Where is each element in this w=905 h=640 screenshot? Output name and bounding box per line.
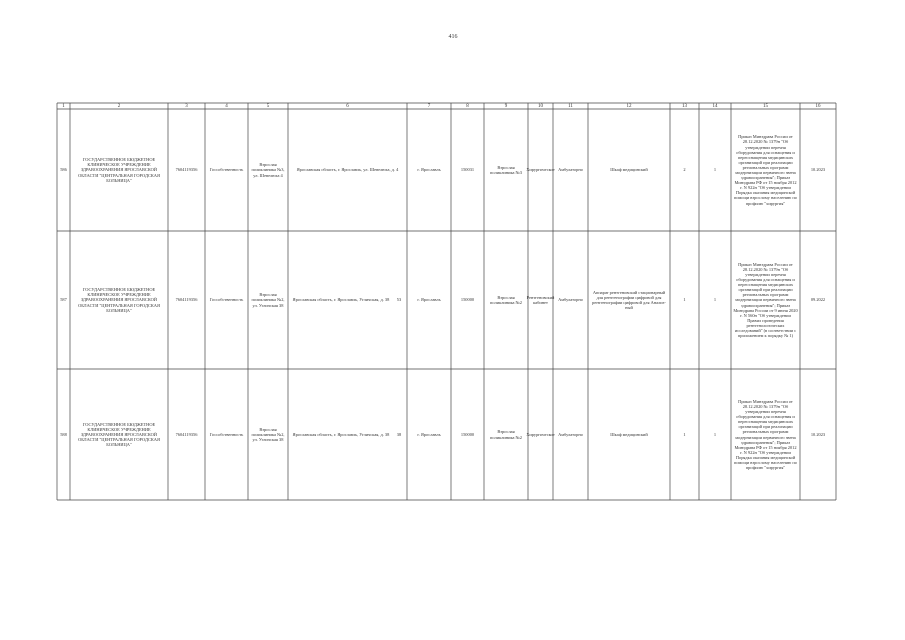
ownership: Госсобственность	[209, 167, 244, 173]
quantity-b: 1	[713, 297, 717, 303]
care-type: Амбулаторно	[558, 431, 583, 437]
equipment: Шкаф медицинский	[610, 167, 648, 173]
postal-index: 150000	[460, 297, 475, 303]
row-number: 586	[60, 167, 67, 173]
header-col-16: 16	[815, 104, 821, 109]
header-col-6: 6	[346, 104, 349, 109]
city: г. Ярославль	[417, 167, 441, 173]
header-col-11: 11	[568, 104, 573, 109]
quantity-a: 1	[683, 297, 686, 303]
extra-number: 38	[396, 431, 402, 437]
organization-name: ГОСУДАРСТВЕННОЕ БЮДЖЕТНОЕ КЛИНИЧЕСКОЕ УЧРЕЖДЕНИЕ ЗДРАВООХРАНЕНИЯ ЯРОСЛАВСКОЙ ОБЛАСТИ "ЦЕНТРАЛЬНАЯ ГОРОДСКАЯ БОЛЬНИЦА"	[78, 287, 160, 313]
department: Хирургическое	[526, 431, 555, 437]
regulatory-order: Приказ Минздрава России от 28.12.2020 № 1379н "Об утверждении перечня оборудования для оснащения и переоснащения медицинских организаций при реализации региональных программ модернизации первичного звена здравоохранения"; Приказ Минздрава России от 9 июня 2020 г. N 560н "Об утверждении Правил проведения рентгенологических исследований" (в соответствии с приложением к порядку № 1)	[733, 261, 798, 339]
organization-name: ГОСУДАРСТВЕННОЕ БЮДЖЕТНОЕ КЛИНИЧЕСКОЕ УЧРЕЖДЕНИЕ ЗДРАВООХРАНЕНИЯ ЯРОСЛАВСКОЙ ОБЛАСТИ "ЦЕНТРАЛЬНАЯ ГОРОДСКАЯ БОЛЬНИЦА"	[78, 421, 160, 448]
address: Ярославская область, г. Ярославль, Угличская, д. 38	[292, 431, 390, 437]
regulatory-order: Приказ Минздрава России от 28.12.2020 № 1379н "Об утверждении перечня оборудования для оснащения и переоснащения медицинских организаций при реализации региональных программ модернизации первичного звена здравоохранения"; Приказ Минздрава РФ от 15 ноября 2012 г. N 922н "Об утверждении Порядка оказания медицинской помощи взрослому населению по профилю "хирургия"	[734, 398, 797, 471]
subdivision: Взрослая поликлиника №3	[490, 164, 522, 175]
quantity-a: 1	[683, 431, 686, 437]
unit: Взрослая поликлиника №2, ул. Угличская 38	[251, 426, 285, 443]
quantity-b: 1	[713, 167, 717, 173]
date: 10.2023	[810, 167, 826, 173]
ownership: Госсобственность	[209, 431, 244, 437]
inn: 7604119356	[175, 431, 198, 437]
care-type: Амбулаторно	[558, 167, 583, 173]
city: г. Ярославль	[417, 431, 441, 437]
row-number: 587	[60, 297, 67, 303]
header-col-5: 5	[266, 104, 270, 109]
unit: Взрослая поликлиника №3, ул. Шевелюха 4	[251, 162, 285, 178]
date: 09.2022	[810, 297, 826, 303]
header-col-8: 8	[466, 104, 469, 109]
unit: Взрослая поликлиника №2, ул. Угличская 38	[251, 292, 285, 308]
organization-name: ГОСУДАРСТВЕННОЕ БЮДЖЕТНОЕ КЛИНИЧЕСКОЕ УЧРЕЖДЕНИЕ ЗДРАВООХРАНЕНИЯ ЯРОСЛАВСКОЙ ОБЛАСТИ "ЦЕНТРАЛЬНАЯ ГОРОДСКАЯ БОЛЬНИЦА"	[78, 157, 160, 183]
equipment: Шкаф медицинский	[610, 431, 648, 437]
address: Ярославская область, г. Ярославль, Угличская, д. 38	[292, 297, 390, 303]
regulatory-order: Приказ Минздрава России от 28.12.2020 № 1379н "Об утверждении перечня оборудования для оснащения и переоснащения медицинских организаций при реализации региональных программ модернизации первичного звена здравоохранения"; Приказ Минздрава РФ от 15 ноября 2012 г. N 922н "Об утверждении Порядка оказания медицинской помощи взрослому населению по профилю "хирургия"	[734, 134, 797, 206]
postal-index: 150031	[460, 167, 475, 173]
ownership: Госсобственность	[209, 297, 244, 303]
header-col-1: 1	[62, 104, 65, 109]
header-col-14: 14	[712, 104, 718, 109]
header-col-15: 15	[763, 104, 768, 109]
header-col-3: 3	[185, 104, 188, 109]
inn: 7604119356	[175, 167, 198, 173]
header-col-13: 13	[682, 104, 687, 109]
care-type: Амбулаторно	[558, 297, 583, 303]
department: Рентгеновский кабинет	[526, 294, 555, 305]
header-col-12: 12	[626, 104, 632, 109]
city: г. Ярославль	[417, 297, 441, 303]
header-col-10: 10	[538, 104, 543, 109]
row-number: 588	[60, 431, 67, 437]
subdivision: Взрослая поликлиника №2	[490, 429, 522, 440]
header-col-9: 9	[504, 104, 508, 109]
quantity-b: 1	[713, 431, 717, 437]
header-col-2: 2	[117, 104, 121, 109]
postal-index: 150000	[460, 431, 475, 437]
header-col-4: 4	[225, 104, 228, 109]
extra-number	[392, 109, 406, 231]
page-number: 416	[448, 34, 458, 40]
header-col-7: 7	[427, 104, 431, 109]
date: 10.2023	[810, 431, 826, 437]
address: Ярославская область, г. Ярославль, ул. Шевелюха, д. 4	[296, 167, 399, 173]
equipment: Аппарат рентгеновский стационарный для рентгенографии цифровой для рентгенографии цифровой для Анализ-ный	[592, 289, 666, 311]
quantity-a: 2	[683, 167, 686, 173]
department: Хирургическое	[526, 167, 555, 173]
subdivision: Взрослая поликлиника №2	[490, 294, 522, 305]
extra-number: 53	[396, 297, 402, 303]
inn: 7604119356	[175, 297, 198, 303]
